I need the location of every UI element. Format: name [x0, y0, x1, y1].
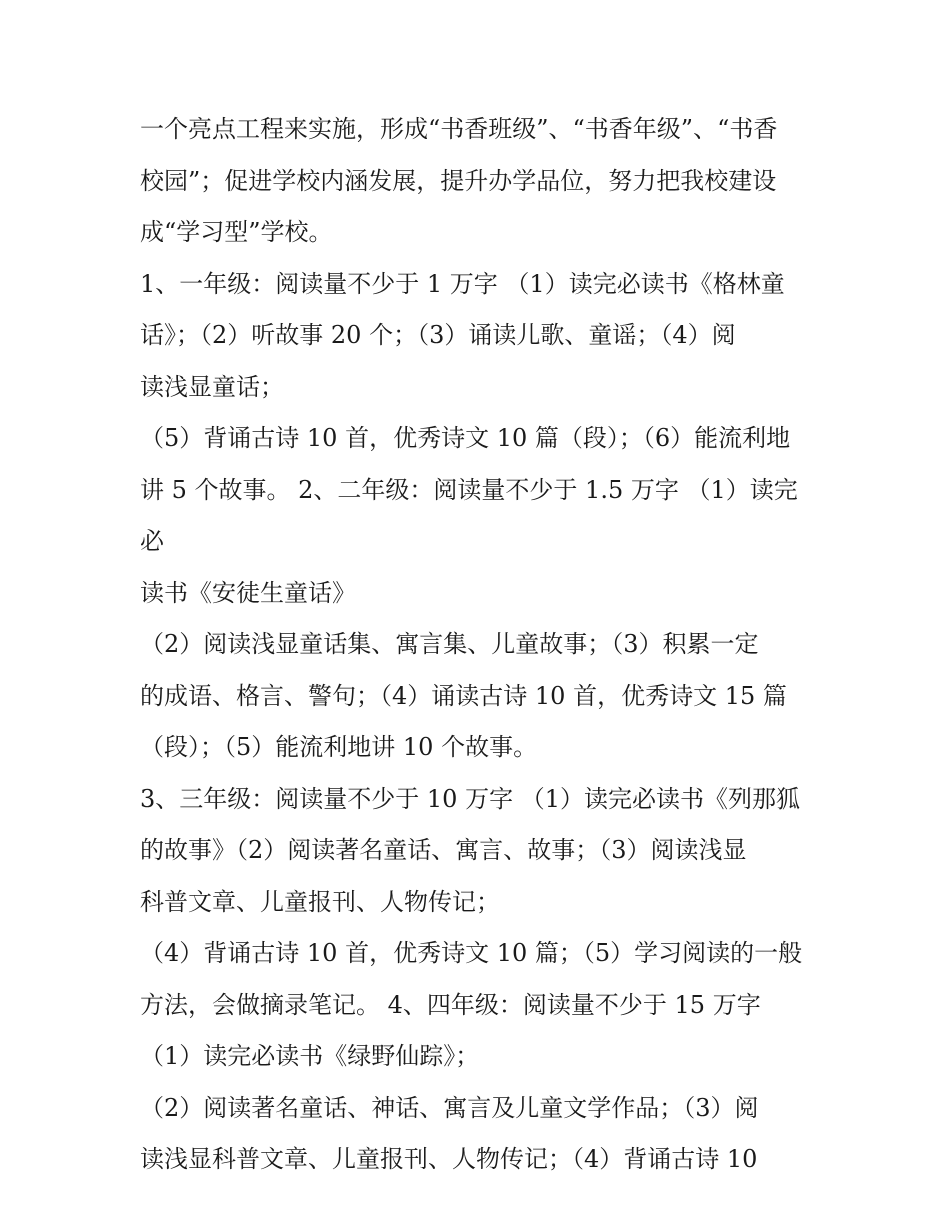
paragraph-intro: 一个亮点工程来实施，形成“书香班级”、“书香年级”、“书香 校园”；促进学校内涵发展，提升办学品位，努力把我校建设 成“学习型”学校。 [140, 115, 778, 246]
paragraph-grade-4-items: （2）阅读著名童话、神话、寓言及儿童文学作品；（3）阅 读浅显科普文章、儿童报刊、人物传记；（4）背诵古诗 10 [140, 1093, 759, 1173]
paragraph-grade-3: 3、三年级：阅读量不少于 10 万字 （1）读完必读书《列那狐 的故事》（2）阅读著名童话、寓言、故事；（3）阅读浅显 科普文章、儿童报刊、人物传记； [140, 784, 800, 916]
paragraph-grade-4-item-1: （1）读完必读书《绿野仙踪》； [140, 1042, 480, 1070]
paragraph-grade-2-cont: （2）阅读浅显童话集、寓言集、儿童故事；（3）积累一定 的成语、格言、警句；（4）诵读古诗 10 首，优秀诗文 15 篇 （段）；（5）能流利地讲 10 个故事。 [140, 630, 787, 761]
document-body [140, 104, 820, 1186]
paragraph-grade-1-cont-grade-2: （5）背诵古诗 10 首，优秀诗文 10 篇（段）；（6）能流利地 讲 5 个故事。 2、二年级：阅读量不少于 1.5 万字 （1）读完必 读书《安徒生童话》 [140, 424, 798, 607]
paragraph-grade-1: 1、一年级：阅读量不少于 1 万字 （1）读完必读书《格林童 话》；（2）听故事 20 个；（3）诵读儿歌、童谣；（4）阅 读浅显童话； [140, 269, 785, 401]
paragraph-grade-3-cont-grade-4: （4）背诵古诗 10 首，优秀诗文 10 篇；（5）学习阅读的一般 方法，会做摘录笔记。 4、四年级：阅读量不少于 15 万字 [140, 939, 803, 1019]
